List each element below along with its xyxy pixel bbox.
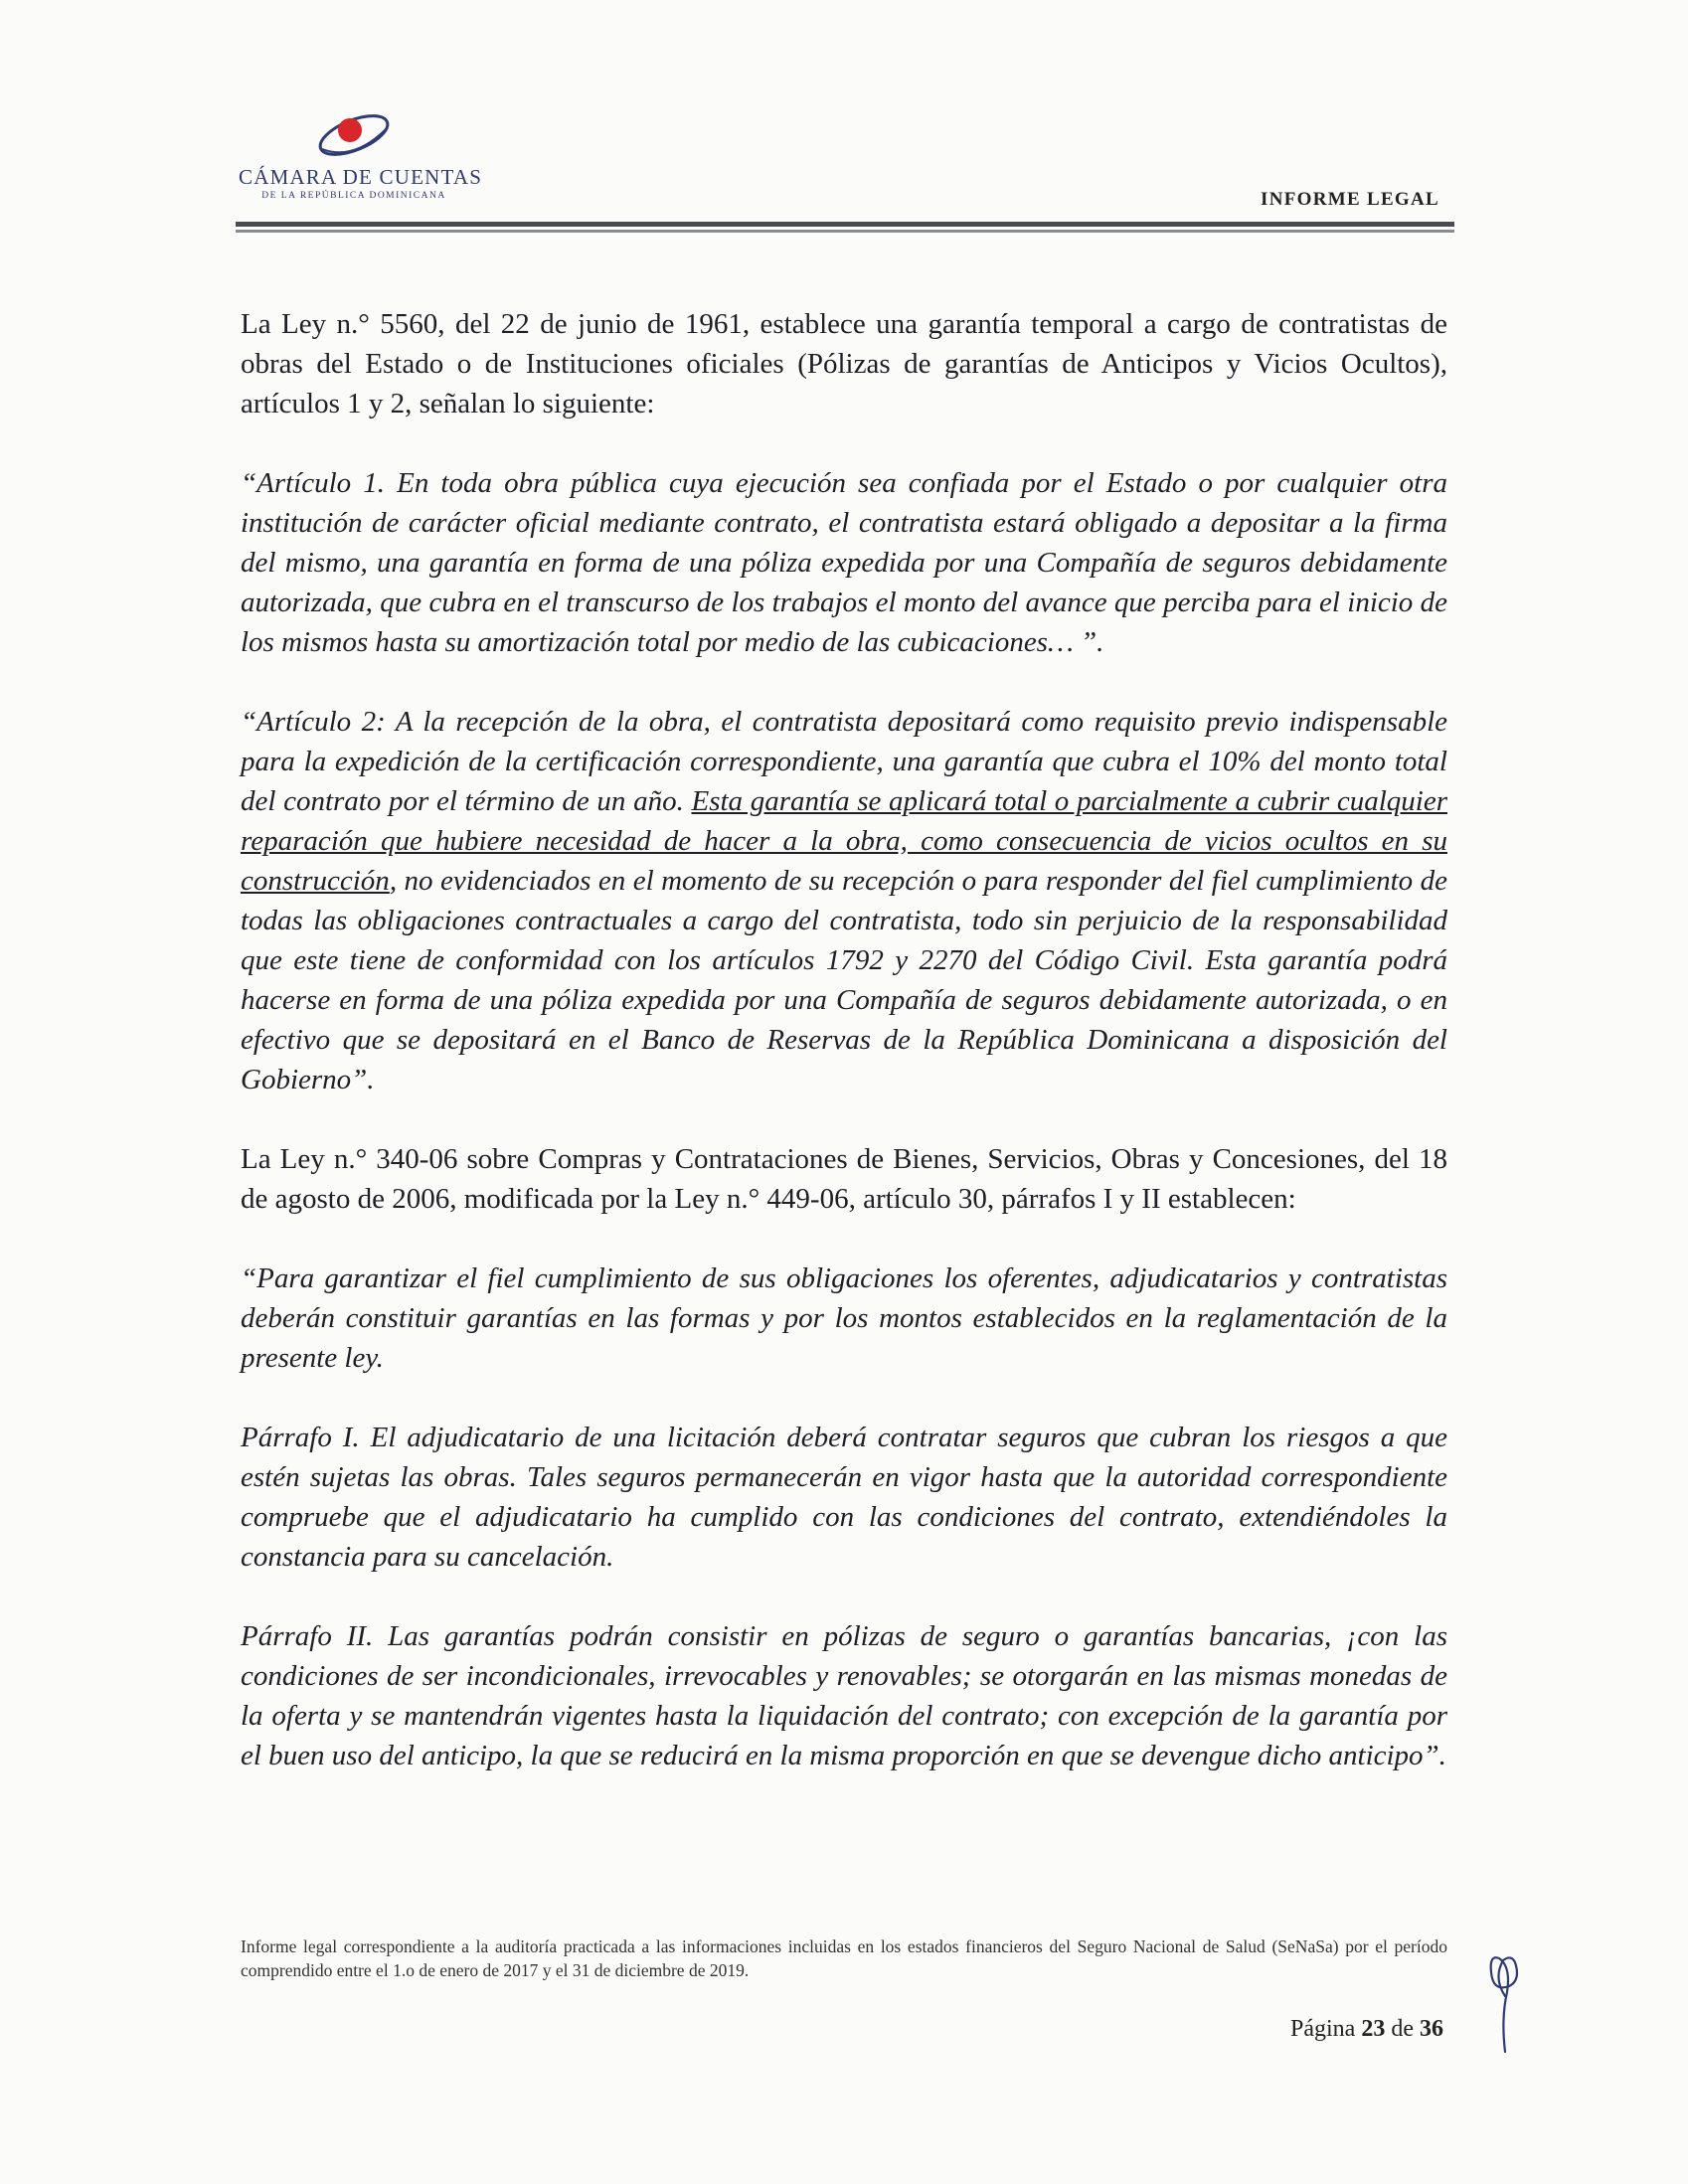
document-body (241, 304, 1447, 1815)
paragraph-ley-340-06: La Ley n.° 340-06 sobre Compras y Contrataciones de Bienes, Servicios, Obras y Concesiones, del 18 de agosto de 2006, modificada por la Ley n.° 449-06, artículo 30, párrafos I y II establecen: (241, 1143, 1447, 1215)
page-of: de (1391, 2016, 1414, 2042)
page-current: 23 (1361, 2016, 1386, 2042)
underlined-text: Esta garantía se aplicará total o parcialmente a cubrir cualquier reparación que hubiere necesidad de hacer a la obra, como consecuencia de vicios ocultos en su construcción (241, 785, 1447, 897)
camara-de-cuentas-logo-icon (306, 103, 402, 163)
quote-parrafo-ii: Párrafo II. Las garantías podrán consistir en pólizas de seguro o garantías bancarias, ¡con las condiciones de ser incondicionales, irrevocables y renovables; se otorgarán en las mismas monedas de la oferta y se mantendrán vigentes hasta la liquidación del contrato; con excepción de la garantía por el buen uso del anticipo, la que se reducirá en la misma proporción en que se devengue dicho anticipo”. (241, 1620, 1447, 1771)
handwritten-initials-icon (1485, 1948, 1529, 2063)
quote-articulo-2 (241, 702, 1447, 1099)
header-rule-thin (236, 230, 1454, 233)
quote-articulo-30: “Para garantizar el fiel cumplimiento de sus obligaciones los oferentes, adjudicatarios y contratistas deberán constituir garantías en las formas y por los montos establecidos en la reglamentación de la presente ley. (241, 1262, 1447, 1374)
page-number (1290, 2016, 1443, 2043)
header-rule-thick (236, 222, 1454, 227)
document-type-label: INFORME LEGAL (1261, 189, 1439, 210)
footer-note: Informe legal correspondiente a la auditoría practicada a las informaciones incluidas en los estados financieros del Seguro Nacional de Salud (SeNaSa) por el período comprendido entre el 1.o de enero de 2017 y el 31 de diciembre de 2019. (241, 1936, 1447, 1980)
page-word: Página (1290, 2016, 1356, 2042)
page-total: 36 (1420, 2016, 1443, 2042)
paragraph-ley-5560: La Ley n.° 5560, del 22 de junio de 1961, establece una garantía temporal a cargo de contratistas de obras del Estado o de Instituciones oficiales (Pólizas de garantías de Anticipos y Vicios Ocultos), artículos 1 y 2, señalan lo siguiente: (241, 308, 1447, 420)
quote-articulo-2-intro: “Artículo 2: A la recepción de la obra, el contratista depositará como requisito previo indispensable para la expedición de la certificación correspondiente, una garantía que cubra el 10% del monto total del contrato por el término de un año. (241, 706, 1447, 817)
org-name: CÁMARA DE CUENTAS (239, 165, 483, 189)
org-subtitle: DE LA REPÚBLICA DOMINICANA (261, 191, 446, 201)
quote-parrafo-i: Párrafo I. El adjudicatario de una licitación deberá contratar seguros que cubran los riesgos a que estén sujetas las obras. Tales seguros permanecerán en vigor hasta que la autoridad correspondiente compruebe que el adjudicatario ha cumplido con las condiciones del contrato, extendiéndoles la constancia para su cancelación. (241, 1422, 1447, 1573)
quote-articulo-1: “Artículo 1. En toda obra pública cuya ejecución sea confiada por el Estado o por cualquier otra institución de carácter oficial mediante contrato, el contratista estará obligado a depositar a la firma del mismo, una garantía en forma de una póliza expedida por una Compañía de seguros debidamente autorizada, que cubra en el transcurso de los trabajos el monto del avance que perciba para el inicio de los mismos hasta su amortización total por medio de las cubicaciones… ”. (241, 467, 1447, 658)
quote-articulo-2-rest: , no evidenciados en el momento de su recepción o para responder del fiel cumplimiento de todas las obligaciones contractuales a cargo del contratista, todo sin perjuicio de la responsabilidad que este tiene de conformidad con los artículos 1792 y 2270 del Código Civil. Esta garantía podrá hacerse en forma de una póliza expedida por una Compañía de seguros debidamente autorizada, o en efectivo que se depositará en el Banco de Reservas de la República Dominicana a disposición del Gobierno”. (241, 865, 1447, 1095)
